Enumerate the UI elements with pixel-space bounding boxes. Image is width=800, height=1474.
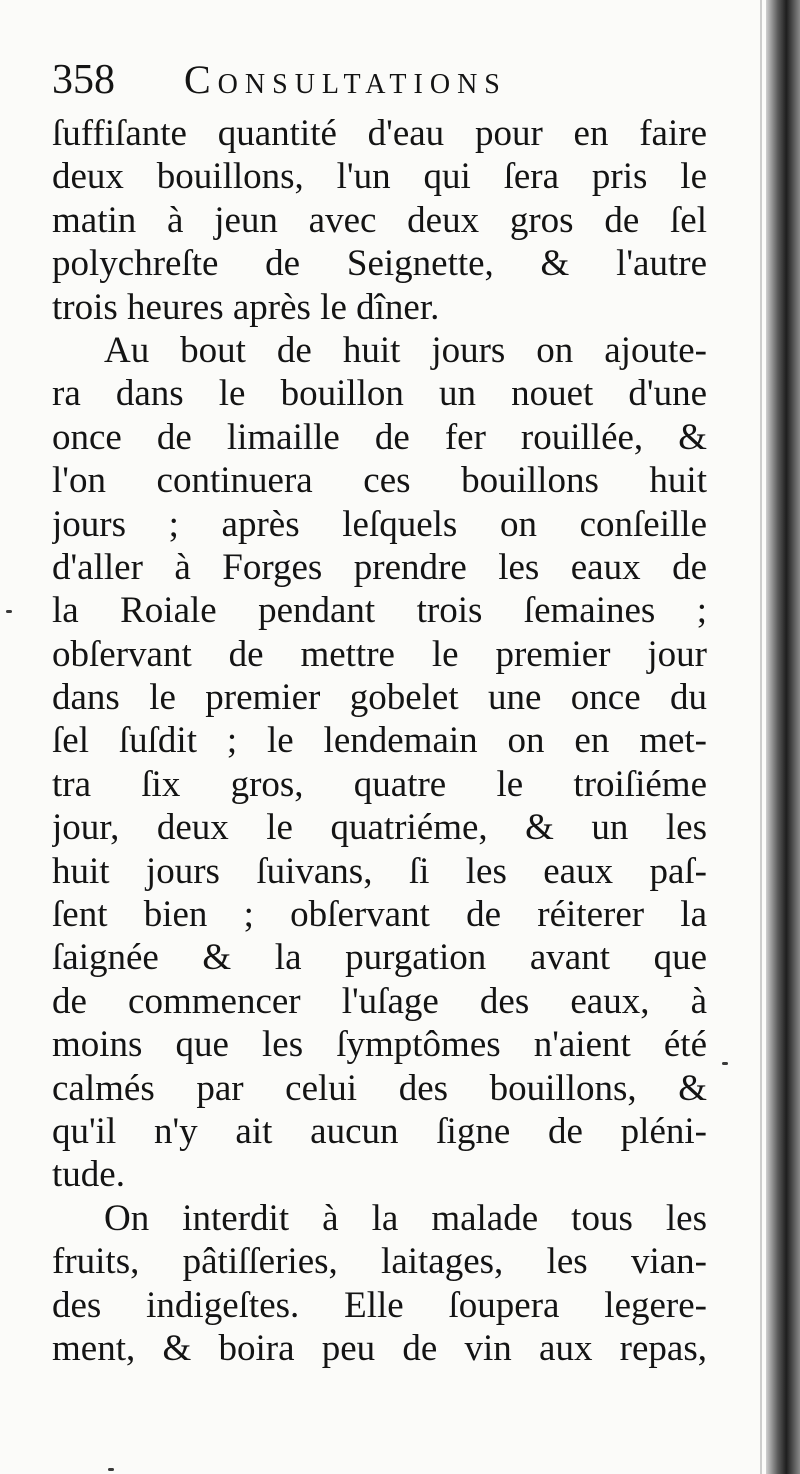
text-line: On interdit à la malade tous les — [104, 1197, 707, 1239]
text-line: des indigeſtes. Elle ſoupera legere- — [52, 1284, 707, 1326]
text-line: l'on continuera ces bouillons huit — [52, 460, 707, 502]
text-line: de commencer l'uſage des eaux, à — [52, 980, 707, 1022]
running-head — [52, 50, 752, 110]
text-line: d'aller à Forges prendre les eaux de — [52, 546, 707, 588]
text-line: obſervant de mettre le premier jour — [52, 633, 707, 675]
book-gutter-shadow — [766, 0, 800, 1474]
text-line: ra dans le bouillon un nouet d'une — [52, 373, 707, 415]
page-number: 358 — [52, 57, 115, 103]
text-line: ſent bien ; obſervant de réiterer la — [52, 894, 707, 936]
text-line: ſuffiſante quantité d'eau pour en faire — [52, 113, 707, 154]
text-line: fruits, pâtiſſeries, laitages, les vian- — [52, 1241, 707, 1283]
text-line: deux bouillons, l'un qui ſera pris le — [52, 156, 707, 198]
text-line: jours ; après leſquels on conſeille — [52, 503, 707, 545]
text-line: ment, & boira peu de vin aux repas, — [52, 1327, 707, 1369]
text-line: trois heures après le dîner. — [52, 286, 440, 328]
page-fold-line — [760, 0, 762, 1474]
text-line: dans le premier gobelet une once du — [52, 677, 707, 719]
text-line: qu'il n'y ait aucun ſigne de pléni- — [52, 1110, 707, 1152]
ink-speck — [6, 610, 12, 613]
text-line: tra ſix gros, quatre le troiſiéme — [52, 763, 707, 805]
text-line: la Roiale pendant trois ſemaines ; — [52, 590, 707, 632]
ink-speck — [722, 1062, 728, 1065]
text-line: jour, deux le quatriéme, & un les — [52, 807, 707, 849]
body-text — [52, 112, 707, 1370]
text-line: once de limaille de fer rouillée, & — [52, 416, 707, 458]
text-line: polychreſte de Seignette, & l'autre — [52, 243, 707, 285]
text-line: moins que les ſymptômes n'aient été — [52, 1024, 707, 1066]
text-line: ſaignée & la purgation avant que — [52, 937, 707, 979]
text-line: huit jours ſuivans, ſi les eaux paſ- — [52, 850, 707, 892]
running-title: Consultations — [184, 57, 507, 102]
text-line: Au bout de huit jours on ajoute- — [104, 329, 707, 371]
text-line: ſel ſuſdit ; le lendemain on en met- — [52, 720, 707, 762]
ink-speck — [108, 1468, 114, 1471]
text-line: tude. — [52, 1154, 125, 1196]
text-line: calmés par celui des bouillons, & — [52, 1067, 707, 1109]
text-line: matin à jeun avec deux gros de ſel — [52, 199, 707, 241]
